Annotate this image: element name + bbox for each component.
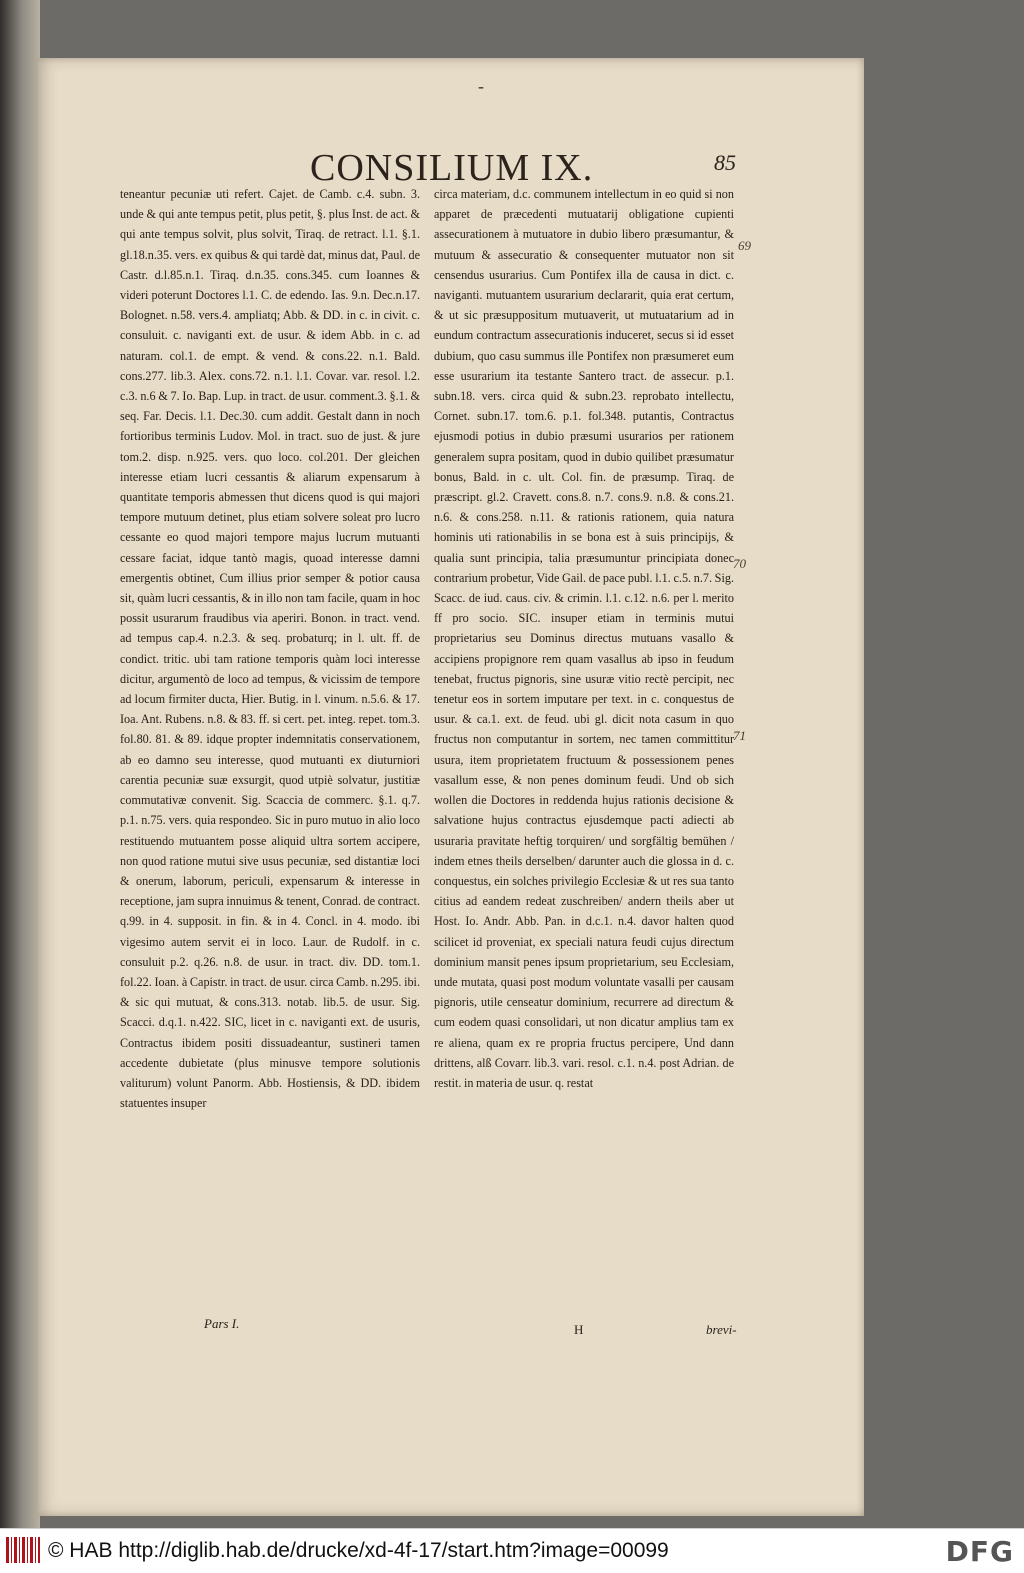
text-column-left: [120, 184, 420, 1113]
page-header: CONSILIUM IX.: [310, 147, 594, 189]
right-column-text: circa materiam, d.c. communem intellectum in eo quid si non apparet de præcedenti mutuatarij obligatione cupienti assecurationem à mutuatore in dubio libero præsumantur, & mutuum & assecuratio & consequenter mutuator non sit censendus usurarius. Cum Pontifex illa de causa in dict. c. naviganti. mutuantem usurarium declararit, quia erat certum, & ut sic præsuppositum mutuaverit, ut mutuatarium ad in eundum contractum assecurationis induceret, secus si id esset dubium, quo casu summus ille Pontifex non præsumeret eum esse usurarium ita testante Santero tract. de assecur. p.1. subn.18. vers. circa quid & subn.23. reprobato intellectu, Cornet. subn.17. tom.6. p.1. fol.348. putantis, Contractus ejusmodi potius in dubio præsumi usurarios per rationem generalem supra positam, quod in dubio quilibet præsumatur bonus, Bald. in c. ult. Col. fin. de præsump. Tiraq. de præscript. gl.2. Cravett. cons.8. n.7. cons.9. n.8. & cons.21. n.6. & cons.258. n.11. & rationis rationem, quia natura hominis uti rationabilis in se bona est à suis principijs, & qualia sunt principia, talia præsumuntur principiata donec contrarium probetur, Vide Gail. de pace publ. l.1. c.5. n.7. Sig. Scacc. de iud. caus. civ. & crimin. l.1. c.12. n.6. per l. merito ff pro socio. SIC. insuper etiam in terminis mutui proprietarius seu Dominus directus mutuans vasallo & accipiens propignore rem quam vasallus ab ipso in feudum tenebat, fructus pignoris, sine usuræ vitio rectè percipit, nec tenetur eos in sortem imputare per text. in c. conquestus de usur. & ca.1. ext. de feud. ubi gl. dicit nota casum in quo fructus non computantur in sortem, nec tamen committitur usura, item proprietatem fructuum & possessionem penes vasallum esse, & non penes dominum feudi. Und ob sich wollen die Doctores in reddenda hujus rationis decisione & salvatione hujus contractus ejusdemque pacti adiecti ab usuraria pravitate heftig torquiren/ und sorgfältig bemühen / indem etnes theils derselben/ darunter auch die glossa in d. c. conquestus, ein solches privilegio Ecclesiæ & ut res sua tanto citius ad eandem redeat zuschreiben/ andern theils aber ut Host. Io. Andr. Abb. Pan. in d.c.1. n.4. davor halten quod scilicet id proveniat, ex speciali natura feudi cujus directum dominium mansit penes ipsum proprietarium, seu Ecclesiam, unde mutata, quasi post modum voluntate vasalli per causam pignoris, utile censeatur dominium, recurrere ad directum & cum eodem quasi consolidari, ut non dicatur amplius tam ex re aliena, quam ex re propria fructus percipere, Und dann drittens, alß Covarr. lib.3. vari. resol. c.1. n.4. post Adrian. de restit. in materia de usur. q. restat: [434, 187, 734, 1090]
left-column-text: teneantur pecuniæ uti refert. Cajet. de Camb. c.4. subn. 3. unde & qui ante tempus petit, plus petit, §. plus Inst. de act. & qui ante tempus solvit, plus solvit, Tiraq. de retract. l.1. §.1. gl.18.n.35. vers. ex quibus & qui tardè dat, minus dat, Paul. de Castr. d.l.85.n.1. Tiraq. d.n.35. cons.345. cum Ioannes & videri poterunt Doctores l.1. C. de edendo. Ias. 9.n. Dec.n.17. Bolognet. n.58. vers.4. ampliatq; Abb. & DD. in c. in civit. c. consuluit. c. naviganti ext. de usur. & idem Abb. in c. ad naturam. col.1. de empt. & vend. & cons.22. n.1. Bald. cons.277. lib.3. Alex. cons.72. n.1. l.1. Covar. var. resol. l.2. c.3. n.6 & 7. Io. Bap. Lup. in tract. de usur. comment.3. §.1. & seq. Far. Decis. l.1. Dec.30. cum addit. Gestalt dann in noch fortioribus terminis Ludov. Mol. in tract. suo de just. & jure tom.2. disp. n.925. vers. quo loco. col.201. Der gleichen interesse etiam lucri cessantis & aliarum expensarum à quantitate temporis abmessen thut dicens quod is qui majori tempore mutuum detinet, plus etiam solvere soleat pro lucro cessante eo quod majori tempore majus lucrum mutuanti cessare faciat, idque tantò magis, quoad interesse damni emergentis obtinet, Cum illius prior semper & potior causa sit, quàm lucri cessantis, & in illo non tam facile, quam in hoc possit usurarum fraudibus via aperiri. Bonon. in tract. vend. ad tempus cap.4. n.2.3. & seq. probaturq; in l. ult. ff. de condict. tritic. ubi tam ratione temporis quàm loci interesse dicitur, argumentò de loco ad tempus, & vicissim de tempore ad locum firmiter ducta, Hier. Butig. in l. vinum. n.5.6. & 17. Ioa. Ant. Rubens. n.8. & 83. ff. si cert. pet. integ. repet. tom.3. fol.80. 81. & 89. idque propter indemnitatis conservationem, ab eo damno seu interesse, quod mutuanti ex diuturniori carentia pecuniæ suæ exsurgit, quod utpiè solvatur, justitiæ commutativæ convenit. Sig. Scaccia de commerc. §.1. q.7. p.1. n.75. vers. quia respondeo. Sic in puro mutuo in alio loco restituendo mutuantem posse aliquid ultra sortem accipere, non quod ratione mutui sive usus pecuniæ, sed distantiæ loci & onerum, laborum, periculi, expensarum & interesse in receptione, jam supra innuimus & tenent, Conrad. de contract. q.99. in 4. supposit. in fin. & in 4. Concl. in 4. modo. ibi vigesimo autem servit ei in loco. Laur. de Rudolf. in c. consuluit p.2. q.26. n.8. de usur. in tract. div. DD. tom.1. fol.22. Ioan. à Capistr. in tract. de usur. circa Camb. n.295. ibi. & sic qui mutuat, & cons.313. notab. lib.5. de usur. Sig. Scacci. d.q.1. n.422. SIC, licet in c. naviganti ext. de usuris, Contractus ibidem positi dissuadeantur, sustineri tamen accedente dubietate (plus minusve tempore solutionis valiturum) volunt Panorm. Abb. Hostiensis, & DD. ibidem statuentes insuper: [120, 187, 420, 1111]
signature-mark: Pars I.: [204, 1316, 240, 1331]
margin-note-70: 70: [733, 556, 746, 571]
viewer-footer: [0, 1528, 1024, 1573]
dfg-logo: DFG: [945, 1535, 1014, 1568]
catchword: brevi-: [706, 1322, 737, 1337]
sheet-signature: H: [574, 1322, 584, 1337]
barcode-icon: [6, 1537, 40, 1563]
text-column-right: [434, 184, 734, 1093]
margin-note-69: 69: [738, 238, 751, 253]
margin-note-71: 71: [733, 728, 746, 743]
book-spine-edge: [0, 0, 40, 1528]
page-top-mark: -: [478, 76, 484, 96]
copyright-url-text[interactable]: © HAB http://diglib.hab.de/drucke/xd-4f-17/start.htm?image=00099: [48, 1539, 669, 1562]
folio-number: 85: [714, 150, 736, 175]
